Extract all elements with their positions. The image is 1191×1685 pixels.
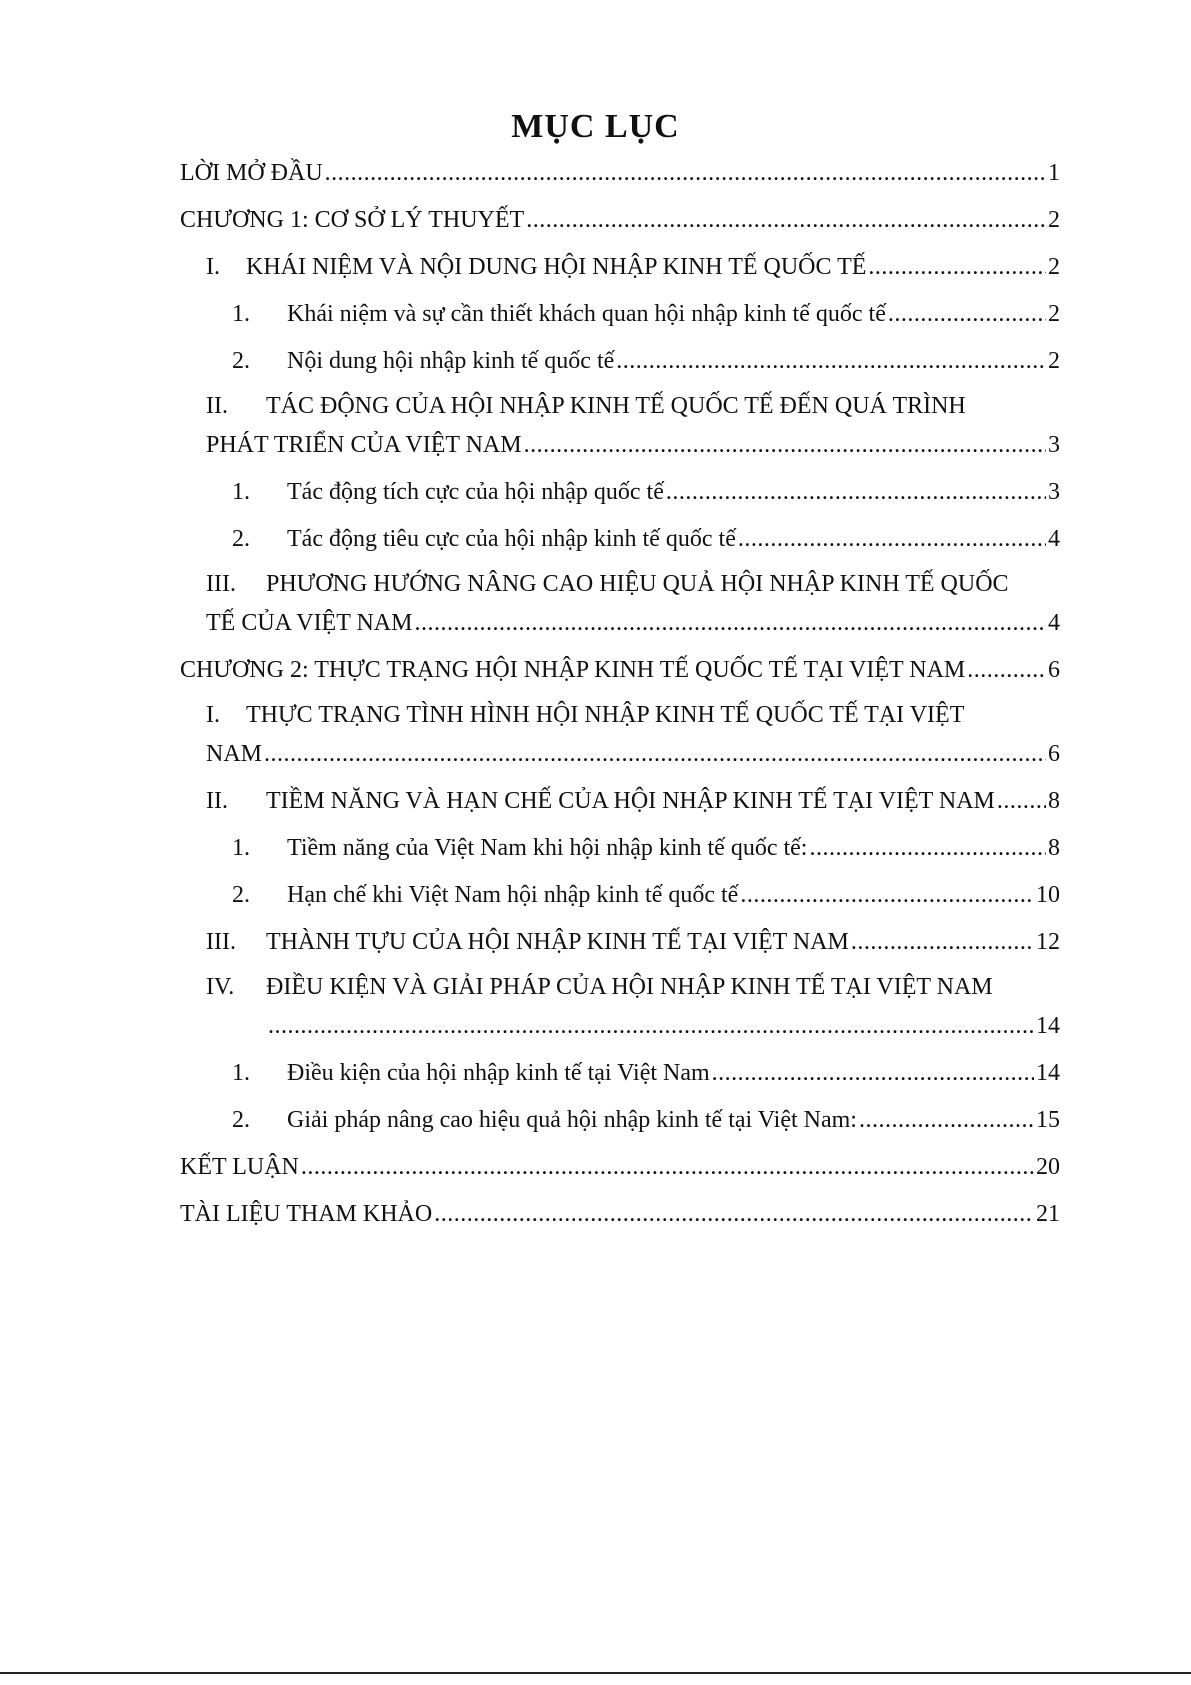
toc-entry-number: 2.: [232, 526, 250, 552]
toc-page-number: 12: [1036, 929, 1060, 955]
toc-entry-number: 1.: [232, 479, 250, 505]
toc-entry-text: KHÁI NIỆM VÀ NỘI DUNG HỘI NHẬP KINH TẾ QUỐC TẾ: [246, 254, 867, 280]
toc-entry-section[interactable]: [180, 385, 1060, 427]
toc-entry-number: 1.: [232, 835, 250, 861]
toc-entry-text-line2: TẾ CỦA VIỆT NAM: [206, 610, 413, 636]
toc-entry-text-line2: NAM: [206, 741, 263, 767]
toc-entry-continuation[interactable]: [180, 736, 1060, 778]
dot-leader: [859, 1097, 1034, 1144]
dot-leader: [301, 1144, 1034, 1191]
dot-leader: [264, 736, 1046, 772]
toc-entry-text: Tác động tiêu cực của hội nhập kinh tế quốc tế: [287, 526, 736, 552]
toc-entry-text-line2: PHÁT TRIỂN CỦA VIỆT NAM: [206, 432, 522, 458]
toc-entry-text: LỜI MỞ ĐẦU: [180, 160, 323, 186]
dot-leader: [325, 150, 1046, 197]
toc-page-number: 8: [1048, 835, 1060, 861]
toc-entry-section[interactable]: [180, 563, 1060, 605]
toc-page-number: 2: [1048, 348, 1060, 374]
toc-entry-subsection[interactable]: [180, 1097, 1060, 1144]
toc-entry-ket-luan[interactable]: [180, 1144, 1060, 1191]
toc-entry-text: Tiềm năng của Việt Nam khi hội nhập kinh tế quốc tế:: [287, 835, 808, 861]
dot-leader: [868, 244, 1046, 291]
toc-page-number: 10: [1036, 882, 1060, 908]
dot-leader: [888, 291, 1046, 338]
toc-entry-section[interactable]: [180, 244, 1060, 291]
dot-leader: [967, 647, 1046, 694]
toc-page-number: 6: [1048, 741, 1060, 767]
dot-leader: [414, 605, 1046, 641]
toc-page-number: 20: [1036, 1154, 1060, 1180]
toc-entry-text: PHƯƠNG HƯỚNG NÂNG CAO HIỆU QUẢ HỘI NHẬP KINH TẾ QUỐC: [266, 571, 1009, 597]
toc-entry-number: 2.: [232, 348, 250, 374]
dot-leader: [666, 469, 1046, 516]
toc-entry-subsection[interactable]: [180, 291, 1060, 338]
toc-entry-number: II.: [206, 393, 228, 419]
toc-entry-number: IV.: [206, 974, 235, 1000]
toc-entry-text: Hạn chế khi Việt Nam hội nhập kinh tế quốc tế: [287, 882, 739, 908]
toc-entry-continuation[interactable]: [180, 1008, 1060, 1050]
toc-entry-text: TÀI LIỆU THAM KHẢO: [180, 1201, 433, 1227]
toc-page-number: 2: [1048, 254, 1060, 280]
toc-entry-text: Nội dung hội nhập kinh tế quốc tế: [287, 348, 615, 374]
toc-entry-number: 2.: [232, 1107, 250, 1133]
toc-page-number: 14: [1036, 1060, 1060, 1086]
toc-entry-number: II.: [206, 788, 228, 814]
toc-page-number: 4: [1048, 526, 1060, 552]
dot-leader: [434, 1191, 1034, 1238]
toc-entry-number: III.: [206, 929, 236, 955]
toc-page-number: 3: [1048, 432, 1060, 458]
dot-leader: [616, 338, 1046, 385]
toc-page-number: 6: [1048, 657, 1060, 683]
toc-entry-text: Khái niệm và sự cần thiết khách quan hội nhập kinh tế quốc tế: [287, 301, 886, 327]
toc-entry-text: ĐIỀU KIỆN VÀ GIẢI PHÁP CỦA HỘI NHẬP KINH TẾ TẠI VIỆT NAM: [266, 974, 993, 1000]
toc-page-number: 2: [1048, 301, 1060, 327]
toc-entry-number: 2.: [232, 882, 250, 908]
toc-entry-section[interactable]: [180, 966, 1060, 1008]
toc-page-number: 2: [1048, 207, 1060, 233]
dot-leader: [851, 919, 1034, 966]
toc-entry-text: TÁC ĐỘNG CỦA HỘI NHẬP KINH TẾ QUỐC TẾ ĐẾN QUÁ TRÌNH: [266, 393, 966, 419]
toc-entry-tai-lieu[interactable]: [180, 1191, 1060, 1238]
toc-entry-subsection[interactable]: [180, 469, 1060, 516]
toc-page-number: 21: [1036, 1201, 1060, 1227]
dot-leader: [997, 778, 1046, 825]
toc-entry-subsection[interactable]: [180, 825, 1060, 872]
toc-entry-number: 1.: [232, 1060, 250, 1086]
toc-entry-text: Giải pháp nâng cao hiệu quả hội nhập kinh tế tại Việt Nam:: [287, 1107, 857, 1133]
dot-leader: [740, 872, 1034, 919]
toc-entry-number: I.: [206, 702, 220, 728]
toc-entry-section[interactable]: [180, 919, 1060, 966]
toc-entry-loi-mo-dau[interactable]: [180, 150, 1060, 197]
toc-entry-continuation[interactable]: [180, 605, 1060, 647]
toc-entry-chapter-2[interactable]: [180, 647, 1060, 694]
dot-leader: [268, 1008, 1034, 1044]
toc-entry-subsection[interactable]: [180, 516, 1060, 563]
toc-page-number: 8: [1048, 788, 1060, 814]
toc-entry-subsection[interactable]: [180, 1050, 1060, 1097]
toc-entry-text: THÀNH TỰU CỦA HỘI NHẬP KINH TẾ TẠI VIỆT NAM: [266, 929, 849, 955]
dot-leader: [738, 516, 1046, 563]
toc-entry-subsection[interactable]: [180, 872, 1060, 919]
toc-entry-section[interactable]: [180, 778, 1060, 825]
toc-entry-text: CHƯƠNG 1: CƠ SỞ LÝ THUYẾT: [180, 207, 525, 233]
toc-entry-subsection[interactable]: [180, 338, 1060, 385]
bottom-rule: [0, 1672, 1191, 1674]
dot-leader: [712, 1050, 1034, 1097]
dot-leader: [809, 825, 1046, 872]
page-title: MỤC LỤC: [511, 108, 680, 145]
toc-page-number: 14: [1036, 1013, 1060, 1039]
toc-entry-text: Tác động tích cực của hội nhập quốc tế: [287, 479, 664, 505]
dot-leader: [524, 427, 1046, 463]
table-of-contents: [180, 150, 1060, 1238]
toc-entry-section[interactable]: [180, 694, 1060, 736]
toc-entry-chapter-1[interactable]: [180, 197, 1060, 244]
toc-page-number: 3: [1048, 479, 1060, 505]
toc-entry-number: III.: [206, 571, 236, 597]
toc-entry-text: CHƯƠNG 2: THỰC TRẠNG HỘI NHẬP KINH TẾ QUỐC TẾ TẠI VIỆT NAM: [180, 657, 966, 683]
dot-leader: [526, 197, 1046, 244]
toc-entry-continuation[interactable]: [180, 427, 1060, 469]
toc-entry-text: Điều kiện của hội nhập kinh tế tại Việt Nam: [287, 1060, 710, 1086]
toc-page-number: 15: [1036, 1107, 1060, 1133]
toc-entry-text: THỰC TRẠNG TÌNH HÌNH HỘI NHẬP KINH TẾ QUỐC TẾ TẠI VIỆT: [246, 702, 965, 728]
toc-entry-number: 1.: [232, 301, 250, 327]
toc-entry-text: KẾT LUẬN: [180, 1154, 299, 1180]
toc-page-number: 4: [1048, 610, 1060, 636]
toc-page-number: 1: [1048, 160, 1060, 186]
toc-entry-text: TIỀM NĂNG VÀ HẠN CHẾ CỦA HỘI NHẬP KINH TẾ TẠI VIỆT NAM: [266, 788, 995, 814]
toc-entry-number: I.: [206, 254, 220, 280]
